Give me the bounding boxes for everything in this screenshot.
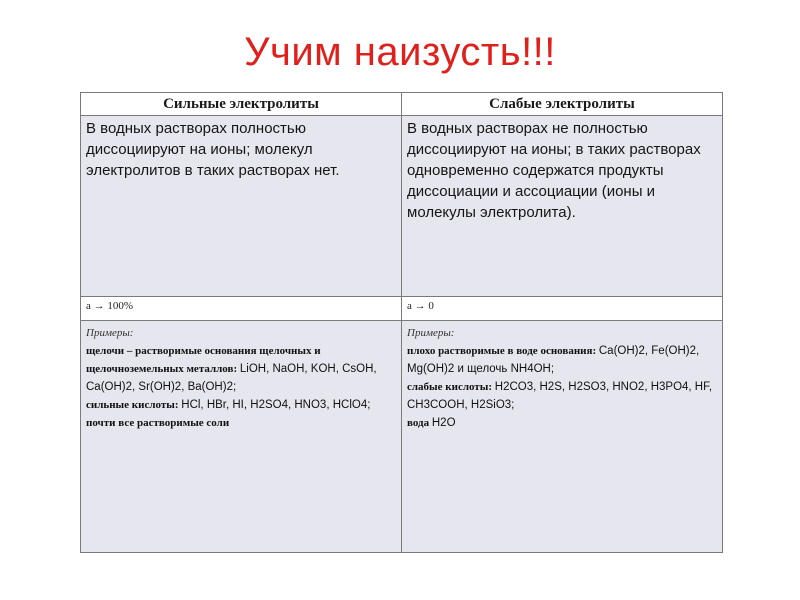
weak-water-formula: H2O (431, 417, 456, 429)
weak-alpha-cell (402, 297, 723, 321)
weak-acids-formulas: H2CO3, H2S, H2SO3, HNO2, H3PO4, HF, CH3COOH, H2SiO3; (407, 381, 713, 411)
weak-alpha: a → 0 (407, 300, 434, 312)
weak-acids-label: слабые кислоты: (407, 381, 493, 393)
examples-row (81, 321, 723, 553)
strong-alkali-label: щелочи – растворимые основания щелочных и щелочноземельных металлов: (86, 345, 321, 375)
strong-alkali-formulas: LiOH, NaOH, KOH, CsOH, Ca(OH)2, Sr(OH)2, Ba(OH)2; (86, 363, 377, 393)
strong-acids-label: сильные кислоты: (86, 399, 179, 411)
strong-description-cell (81, 116, 402, 297)
strong-alpha-cell (81, 297, 402, 321)
weak-bases-formulas: Ca(OH)2, Fe(OH)2, Mg(OH)2 и щелочь NH4OH; (407, 345, 700, 375)
strong-acids-formulas: HCl, HBr, HI, H2SO4, HNO3, HClO4; (181, 399, 371, 411)
electrolytes-table (80, 92, 723, 553)
header-weak: Слабые электролиты (402, 93, 723, 116)
weak-description-cell (402, 116, 723, 297)
weak-examples (402, 321, 722, 435)
strong-examples-label: Примеры: (86, 327, 134, 339)
strong-examples (81, 321, 401, 435)
weak-water-label: вода (407, 417, 430, 429)
weak-bases-label: плохо растворимые в воде основания: (407, 345, 597, 357)
page-title: Учим наизусть!!! (244, 30, 556, 74)
strong-examples-cell (81, 321, 402, 553)
header-strong: Сильные электролиты (81, 93, 402, 116)
description-row (81, 116, 723, 297)
weak-description: В водных растворах не полностью диссоциируют на ионы; в таких растворах одновременно содержатся продукты диссоциации и ассоциации (ионы и молекулы электролита). (407, 120, 701, 221)
header-row (81, 93, 723, 116)
weak-examples-cell (402, 321, 723, 553)
strong-alpha: a → 100% (86, 300, 134, 312)
strong-description: В водных растворах полностью диссоциируют на ионы; молекул электролитов в таких растворах нет. (86, 120, 340, 179)
strong-salts-label: почти все растворимые соли (86, 417, 230, 429)
weak-examples-label: Примеры: (407, 327, 455, 339)
alpha-row (81, 297, 723, 321)
